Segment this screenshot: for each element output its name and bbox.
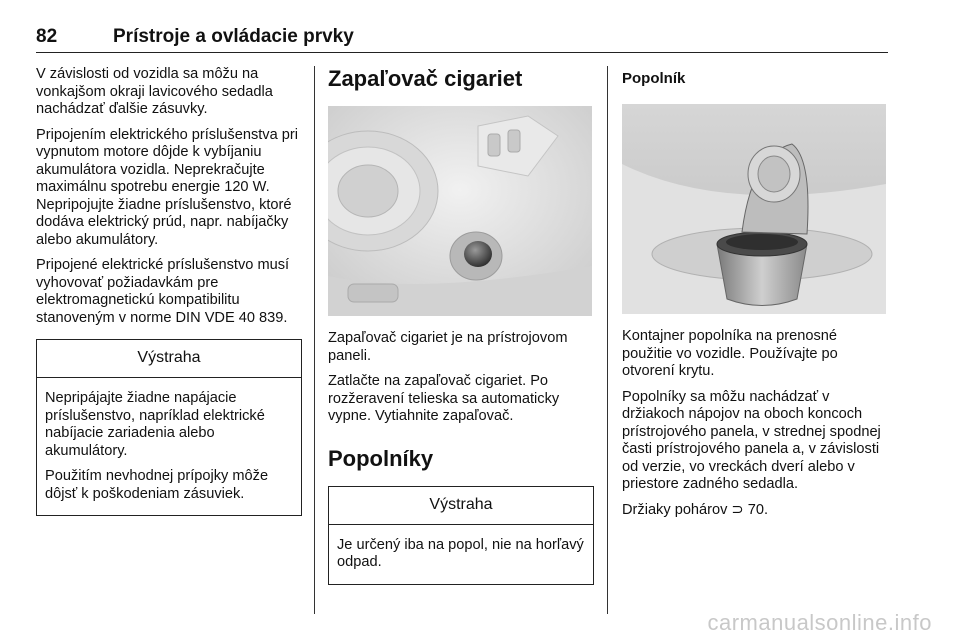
warning-body — [37, 378, 301, 515]
warning-title: Výstraha — [37, 340, 301, 378]
paragraph: Pripojené elektrické príslušenstvo musí vyhovovať požiadavkám pre elektromagnetickú kompatibilitu stanoveným v norme DIN VDE 40 839. — [36, 257, 290, 326]
page-number: 82 — [36, 26, 58, 47]
warning-text: Je určený iba na popol, nie na horľavý odpad. — [337, 536, 584, 570]
column-3 — [622, 66, 890, 527]
section-heading-ashtrays: Popolníky — [328, 445, 434, 471]
paragraph: V závislosti od vozidla sa môžu na vonkajšom okraji lavicového sedadla nachádzať ďalšie zásuvky. — [36, 66, 273, 117]
section-heading-cigarette-lighter: Zapaľovač cigariet — [328, 66, 523, 91]
warning-text: Použitím nevhodnej prípojky môže dôjsť k poškodeniam zásuviek. — [45, 468, 269, 502]
column-1 — [36, 66, 302, 516]
warning-box — [328, 486, 594, 585]
paragraph: Zatlačte na zapaľovač cigariet. Po rozžeravení telieska sa automaticky vypne. Vytiahnite zapaľovač. — [328, 373, 560, 424]
header-title: Prístroje a ovládacie prvky — [113, 26, 354, 47]
column-2 — [328, 66, 594, 585]
warning-text: Nepripájajte žiadne napájacie príslušenstvo, napríklad elektrické nabíjacie zariadenia alebo akumulátory. — [45, 390, 265, 459]
warning-title: Výstraha — [329, 487, 593, 525]
cross-reference[interactable]: Držiaky pohárov ⊃ 70. — [622, 501, 769, 518]
paragraph: Zapaľovač cigariet je na prístrojovom paneli. — [328, 330, 568, 364]
page-header — [36, 22, 888, 53]
paragraph: Popolníky sa môžu nachádzať v držiakoch nápojov na oboch koncoch prístrojového panela, v strednej spodnej časti prístrojového panela a, v závislosti od verzie, vo vreckách dverí alebo v priestore zadného sedadla. — [622, 388, 881, 492]
watermark: carmanualsonline.info — [707, 610, 932, 635]
paragraph: Pripojením elektrického príslušenstva pri vypnutom motore dôjde k vybíjaniu akumulátora vozidla. Neprekračujte maximálnu spotrebu energie 120 W. Nepripojujte žiadne príslušenstvo, ktoré dodáva elektrický prúd, napr. nabíjačky alebo akumulátory. — [36, 126, 298, 248]
column-divider — [607, 66, 608, 614]
warning-body — [329, 525, 593, 584]
section-heading-ashtray: Popolník — [622, 70, 686, 87]
cigarette-lighter-illustration — [328, 106, 592, 316]
warning-box — [36, 339, 302, 516]
ashtray-illustration — [622, 104, 886, 314]
paragraph: Kontajner popolníka na prenosné použitie vo vozidle. Používajte po otvorení krytu. — [622, 328, 838, 379]
column-divider — [314, 66, 315, 614]
